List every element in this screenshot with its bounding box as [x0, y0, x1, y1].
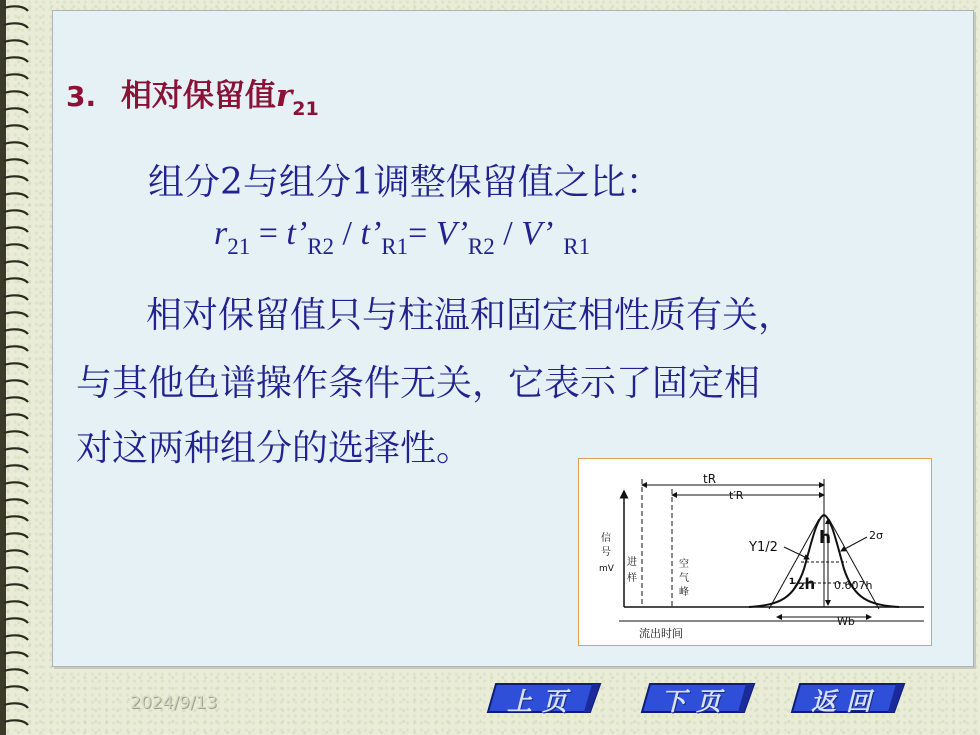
tr-prime-label: t′R	[729, 489, 744, 502]
spiral-binding	[0, 0, 34, 735]
y-axis-unit: mV	[599, 564, 614, 574]
air-peak-label-1: 空	[679, 559, 689, 570]
h0607-label: 0.607h	[834, 579, 873, 592]
formula: $r_{21}$ = $t’_{R2}$ / $t’_{R1}=$ $V’_{R2}$ / V’ $_{R1}$	[214, 215, 591, 259]
formula-t2: t’	[360, 215, 382, 252]
h-label: h	[819, 528, 832, 548]
section-title-text: 相对保留值	[120, 78, 276, 114]
back-label: 返回	[810, 687, 881, 716]
chromatogram-diagram	[579, 459, 931, 645]
y-axis-label-2: 号	[601, 547, 611, 558]
tr-label: tR	[703, 472, 717, 486]
formula-t1: t’	[286, 215, 308, 252]
chromatogram-figure	[578, 458, 932, 646]
air-peak-label-3: 峰	[679, 587, 689, 598]
formula-v2: V’	[521, 215, 554, 252]
formula-t2-sub: R1	[381, 234, 409, 259]
injection-label-2: 样	[627, 573, 637, 584]
x-axis-label: 流出时间	[639, 627, 683, 640]
injection-label-1: 进	[627, 557, 637, 568]
formula-v1: V’	[435, 215, 468, 252]
body-line-1: 组分2与组分1调整保留值之比：	[148, 162, 662, 203]
formula-t1-sub: R2	[307, 234, 335, 259]
y-axis-label-1: 信	[601, 533, 611, 544]
formula-v1-sub: R2	[467, 234, 495, 259]
y-half-label: Y1/2	[749, 540, 778, 555]
slide-date: 2024/9/13	[130, 693, 218, 713]
body-line-4: 对这两种组分的选择性。	[76, 428, 473, 469]
formula-lhs: r	[214, 215, 228, 252]
formula-lhs-sub: 21	[227, 234, 251, 259]
title-symbol: r	[275, 78, 293, 114]
section-title	[66, 70, 319, 120]
next-page-button[interactable]	[640, 680, 758, 714]
body-line-2: 相对保留值只与柱温和固定相性质有关，	[146, 295, 795, 336]
back-button[interactable]	[790, 680, 908, 714]
body-line-3: 与其他色谱操作条件无关，它表示了固定相	[76, 363, 761, 404]
next-page-label: 下页	[660, 687, 731, 716]
air-peak-label-2: 气	[679, 573, 689, 584]
sigma-label: 2σ	[869, 529, 883, 542]
section-number: 3.	[66, 80, 97, 113]
wb-label: Wb	[837, 615, 855, 628]
prev-page-button[interactable]	[486, 680, 604, 714]
half-h-label: ½h	[789, 575, 816, 593]
prev-page-label: 上页	[506, 687, 577, 716]
title-subscript: 21	[292, 98, 319, 120]
formula-v2-sub: R1	[563, 234, 591, 259]
